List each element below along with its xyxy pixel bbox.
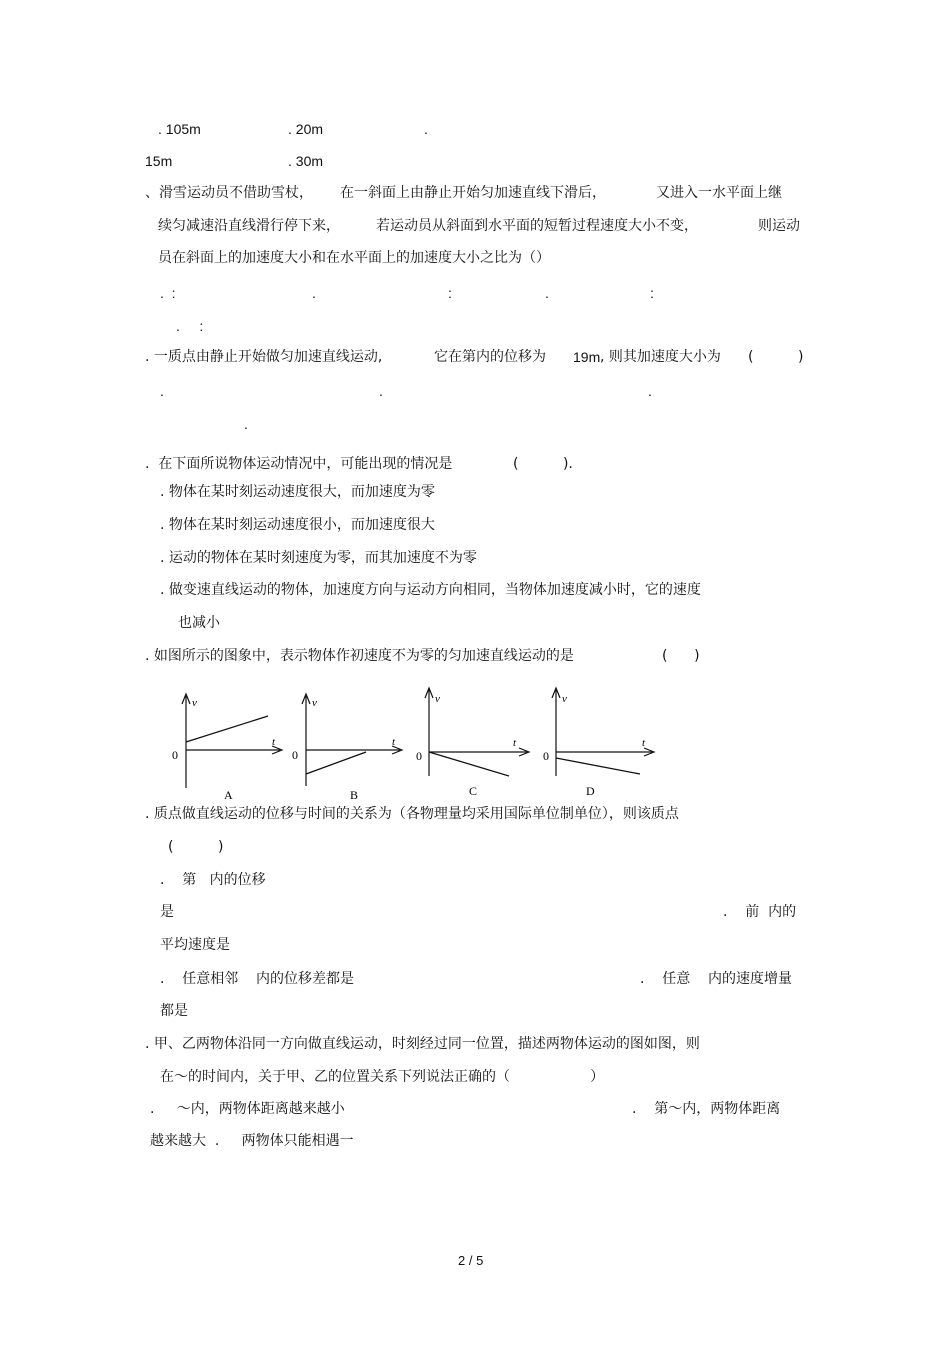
- option-text: . 任意相邻 内的位移差都是: [160, 971, 355, 987]
- origin-label: 0: [172, 748, 178, 762]
- graph-label: D: [586, 784, 595, 798]
- question-text: . 质点做直线运动的位移与时间的关系为（各物理量均采用国际单位制单位），则该质点: [145, 806, 679, 822]
- option-text: . 物体在某时刻运动速度很大，而加速度为零: [160, 484, 435, 500]
- origin-label: 0: [543, 749, 549, 763]
- axis-label-v: v: [192, 697, 197, 709]
- option-text: .: [312, 285, 316, 301]
- option-text: . 前 内的: [723, 904, 797, 920]
- option-text: . :: [160, 285, 176, 301]
- option-text: . 物体在某时刻运动速度很小，而加速度很大: [160, 517, 435, 533]
- option-text: . 任意 内的速度增量: [640, 971, 793, 987]
- axis-label-v: v: [312, 697, 317, 709]
- axis-label-t: t: [642, 737, 646, 749]
- option-text: 都是: [160, 1003, 188, 1019]
- question-text: 在一斜面上由静止开始匀加速直线下滑后，: [340, 185, 606, 201]
- question-text: . 一质点由静止开始做匀加速直线运动,: [145, 349, 383, 365]
- question-text: . 如图所示的图象中，表示物体作初速度不为零的匀加速直线运动的是: [145, 648, 574, 664]
- axis-label-v: v: [562, 693, 567, 705]
- option-text: . 第 内的位移: [160, 872, 266, 888]
- option-text: . 运动的物体在某时刻速度为零，而其加速度不为零: [160, 550, 477, 566]
- graph-label: B: [350, 788, 359, 802]
- question-text: . 甲、乙两物体沿同一方向做直线运动，时刻经过同一位置，描述两物体运动的图如图，则: [145, 1036, 700, 1052]
- option-text: 也减小: [178, 615, 220, 631]
- option-text: :: [650, 285, 654, 301]
- question-text: . 在下面所说物体运动情况中，可能出现的情况是: [145, 456, 453, 472]
- option-text: . 做变速直线运动的物体，加速度方向与运动方向相同，当物体加速度减小时，它的速度: [160, 582, 701, 598]
- option-text: . 20m: [288, 121, 324, 137]
- question-text: 员在斜面上的加速度大小和在水平面上的加速度大小之比为（）: [158, 250, 550, 266]
- option-text: 是: [160, 904, 174, 920]
- page-number: 2 / 5: [458, 1253, 484, 1268]
- question-text: 又进入一水平面上继: [656, 185, 782, 201]
- option-text: . 30m: [288, 153, 324, 169]
- vt-graph-c: [415, 686, 533, 798]
- graph-line-b: [306, 752, 366, 774]
- graph-label: C: [469, 784, 478, 798]
- option-text: .: [244, 416, 248, 432]
- answer-bracket: ( ): [748, 349, 804, 365]
- option-text: .: [379, 383, 383, 399]
- axis-label-t: t: [513, 737, 517, 749]
- graph-line-d: [556, 758, 640, 774]
- axis-label-v: v: [435, 693, 440, 705]
- question-text: 19m: [573, 349, 601, 365]
- vt-graph-b: [290, 688, 408, 800]
- answer-bracket: ( ): [662, 648, 700, 664]
- question-text: 它在第内的位移为: [434, 349, 546, 365]
- question-text: 则运动: [758, 218, 800, 234]
- question-text: 、滑雪运动员不借助雪杖，: [145, 185, 313, 201]
- option-text: 越来越大 . 两物体只能相遇一: [150, 1133, 354, 1149]
- origin-label: 0: [292, 748, 298, 762]
- axis-label-t: t: [392, 736, 396, 748]
- option-text: .: [648, 383, 652, 399]
- axis-label-t: t: [272, 736, 276, 748]
- question-text: 在～的时间内，关于甲、乙的位置关系下列说法正确的（ ）: [160, 1069, 605, 1085]
- graph-line-a: [186, 716, 268, 742]
- option-text: .: [545, 285, 549, 301]
- option-text: . ～内，两物体距离越来越小: [150, 1101, 345, 1117]
- option-text: .: [160, 383, 164, 399]
- vt-graph-a: [168, 688, 286, 800]
- option-text: :: [448, 285, 452, 301]
- origin-label: 0: [416, 749, 422, 763]
- question-text: , 则其加速度大小为: [600, 349, 721, 365]
- option-text: 平均速度是: [160, 937, 230, 953]
- option-text: . 105m: [158, 121, 201, 137]
- question-text: 若运动员从斜面到水平面的短暂过程速度大小不变，: [376, 218, 698, 234]
- option-text: .: [424, 121, 428, 137]
- option-text: . :: [176, 318, 204, 334]
- option-text: . 第～内，两物体距离: [632, 1101, 781, 1117]
- answer-bracket: ( ).: [513, 456, 573, 472]
- question-text: 续匀减速沿直线滑行停下来，: [158, 218, 340, 234]
- option-text: 15m: [145, 153, 173, 169]
- vt-graph-d: [540, 686, 658, 798]
- answer-bracket: ( ): [168, 839, 224, 855]
- graph-label: A: [224, 788, 233, 802]
- graph-line-c: [429, 752, 509, 776]
